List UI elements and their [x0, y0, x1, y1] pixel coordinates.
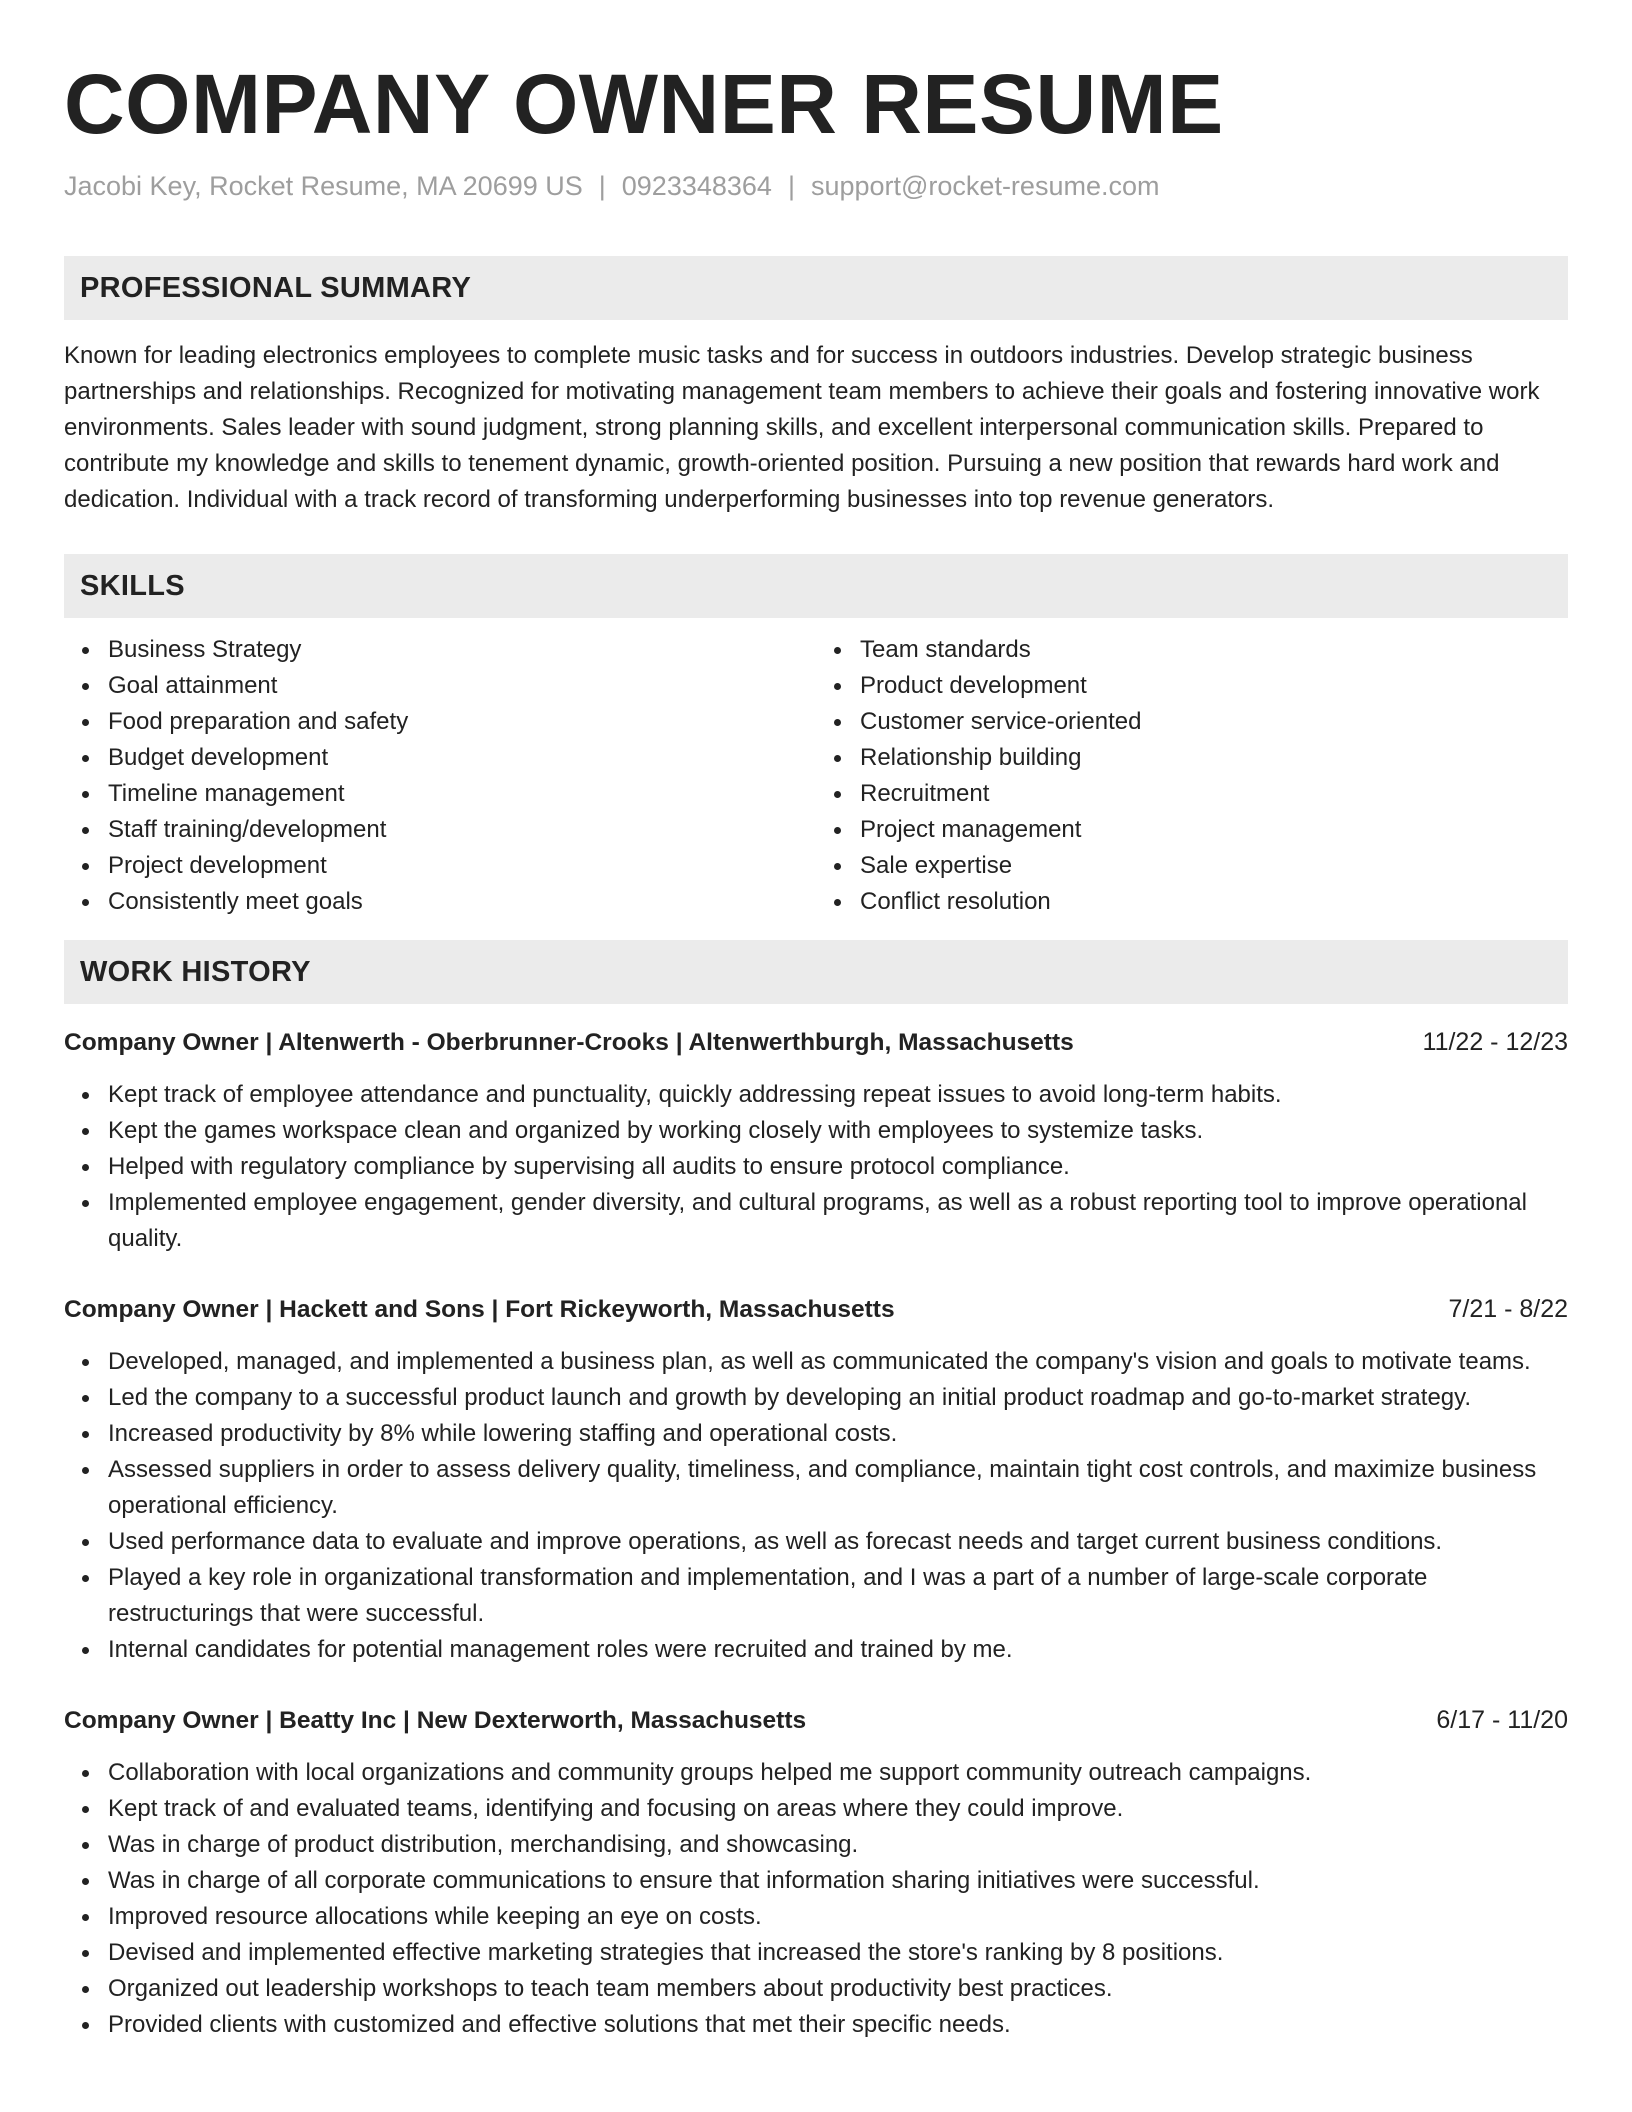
skill-item: Staff training/development	[108, 812, 816, 848]
skills-column-right	[816, 632, 1568, 920]
job-dates: 7/21 - 8/22	[1448, 1295, 1568, 1323]
job-bullet: Was in charge of all corporate communications to ensure that information sharing initiatives were successful.	[108, 1863, 1568, 1899]
skill-item: Conflict resolution	[860, 884, 1568, 920]
skill-item: Timeline management	[108, 776, 816, 812]
job-bullet: Improved resource allocations while keeping an eye on costs.	[108, 1899, 1568, 1935]
skill-item: Customer service-oriented	[860, 704, 1568, 740]
skills-list	[64, 632, 1568, 920]
job-entry	[64, 1024, 1568, 1257]
job-dates: 11/22 - 12/23	[1422, 1028, 1568, 1056]
job-bullet: Developed, managed, and implemented a business plan, as well as communicated the company's vision and goals to motivate teams.	[108, 1344, 1568, 1380]
contact-line	[64, 168, 1568, 204]
job-bullets	[64, 1077, 1568, 1257]
job-bullet: Helped with regulatory compliance by supervising all audits to ensure protocol compliance.	[108, 1149, 1568, 1185]
section-header-work-history: WORK HISTORY	[64, 940, 1568, 1004]
job-entry	[64, 1291, 1568, 1668]
skill-item: Budget development	[108, 740, 816, 776]
skill-item: Recruitment	[860, 776, 1568, 812]
summary-text: Known for leading electronics employees to complete music tasks and for success in outdoors industries. Develop strategic business partnerships and relationships. Recognized for motivating management team members to achieve their goals and fostering innovative work environments. Sales leader with sound judgment, strong planning skills, and excellent interpersonal communication skills. Prepared to contribute my knowledge and skills to tenement dynamic, growth-oriented position. Pursuing a new position that rewards hard work and dedication. Individual with a track record of transforming underperforming businesses into top revenue generators.	[64, 342, 1540, 513]
skill-item: Consistently meet goals	[108, 884, 816, 920]
section-header-professional-summary: PROFESSIONAL SUMMARY	[64, 256, 1568, 320]
job-bullet: Used performance data to evaluate and improve operations, as well as forecast needs and target current business conditions.	[108, 1524, 1568, 1560]
skill-item: Project management	[860, 812, 1568, 848]
job-bullets	[64, 1755, 1568, 2043]
job-bullet: Kept track of employee attendance and punctuality, quickly addressing repeat issues to avoid long-term habits.	[108, 1077, 1568, 1113]
job-bullet: Internal candidates for potential management roles were recruited and trained by me.	[108, 1632, 1568, 1668]
skill-item: Project development	[108, 848, 816, 884]
contact-address: Jacobi Key, Rocket Resume, MA 20699 US	[64, 171, 583, 201]
contact-separator: |	[787, 171, 795, 201]
job-bullet: Assessed suppliers in order to assess delivery quality, timeliness, and compliance, maintain tight cost controls, and maximize business operational efficiency.	[108, 1452, 1568, 1524]
skill-item: Food preparation and safety	[108, 704, 816, 740]
skill-item: Product development	[860, 668, 1568, 704]
job-bullet: Increased productivity by 8% while lowering staffing and operational costs.	[108, 1416, 1568, 1452]
skill-item: Relationship building	[860, 740, 1568, 776]
job-bullet: Kept track of and evaluated teams, identifying and focusing on areas where they could improve.	[108, 1791, 1568, 1827]
job-bullet: Led the company to a successful product launch and growth by developing an initial product roadmap and go-to-market strategy.	[108, 1380, 1568, 1416]
skill-item: Team standards	[860, 632, 1568, 668]
skill-item: Goal attainment	[108, 668, 816, 704]
job-title: Company Owner | Hackett and Sons | Fort Rickeyworth, Massachusetts	[64, 1296, 895, 1323]
job-header	[64, 1702, 1568, 1739]
job-bullet: Devised and implemented effective marketing strategies that increased the store's ranking by 8 positions.	[108, 1935, 1568, 1971]
job-bullet: Kept the games workspace clean and organized by working closely with employees to systemize tasks.	[108, 1113, 1568, 1149]
contact-phone: 0923348364	[621, 171, 772, 201]
job-bullet: Played a key role in organizational transformation and implementation, and I was a part of a number of large-scale corporate restructurings that were successful.	[108, 1560, 1568, 1632]
job-title: Company Owner | Beatty Inc | New Dexterworth, Massachusetts	[64, 1707, 807, 1734]
job-dates: 6/17 - 11/20	[1436, 1706, 1568, 1734]
job-bullet: Provided clients with customized and effective solutions that met their specific needs.	[108, 2007, 1568, 2043]
job-bullet: Was in charge of product distribution, merchandising, and showcasing.	[108, 1827, 1568, 1863]
section-header-skills: SKILLS	[64, 554, 1568, 618]
job-header	[64, 1024, 1568, 1061]
contact-separator: |	[598, 171, 606, 201]
job-bullet: Collaboration with local organizations and community groups helped me support community outreach campaigns.	[108, 1755, 1568, 1791]
skills-column-left	[64, 632, 816, 920]
skill-item: Sale expertise	[860, 848, 1568, 884]
job-title: Company Owner | Altenwerth - Oberbrunner-Crooks | Altenwerthburgh, Massachusetts	[64, 1029, 1074, 1056]
job-entry	[64, 1702, 1568, 2043]
skill-item: Business Strategy	[108, 632, 816, 668]
resume-title: COMPANY OWNER RESUME	[64, 57, 1224, 151]
job-bullets	[64, 1344, 1568, 1668]
job-header	[64, 1291, 1568, 1328]
job-bullet: Implemented employee engagement, gender diversity, and cultural programs, as well as a robust reporting tool to improve operational quality.	[108, 1185, 1568, 1257]
job-bullet: Organized out leadership workshops to teach team members about productivity best practices.	[108, 1971, 1568, 2007]
contact-email[interactable]: support@rocket-resume.com	[810, 171, 1160, 201]
